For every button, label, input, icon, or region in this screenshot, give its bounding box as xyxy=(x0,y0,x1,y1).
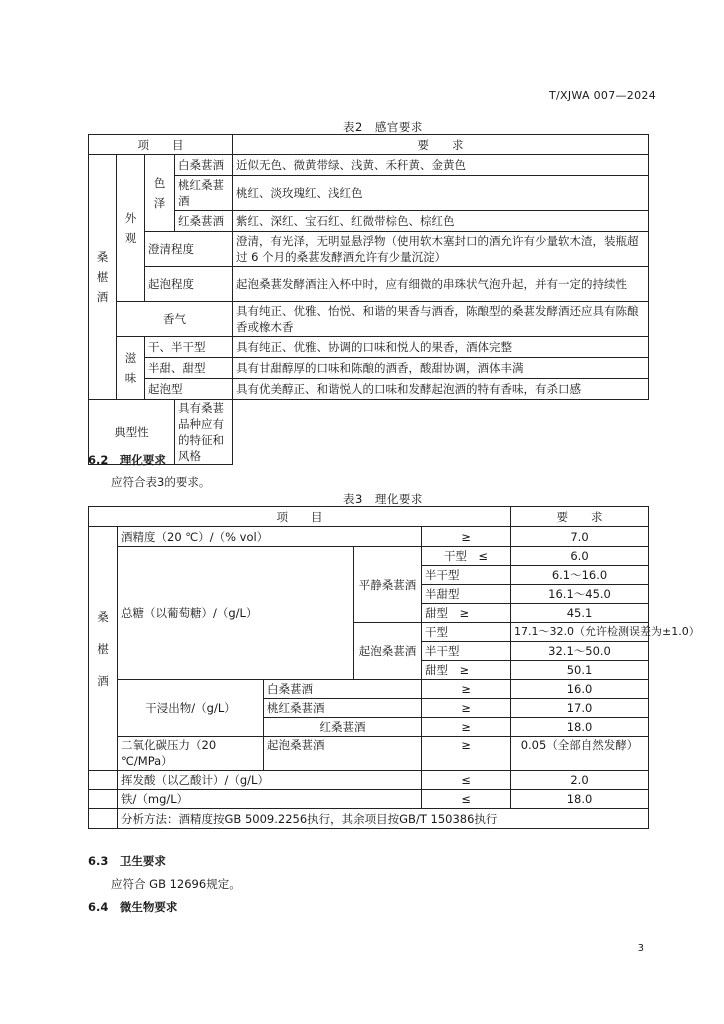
row-label: 红桑葚酒 xyxy=(264,718,422,737)
row-label: 甜型 ≥ xyxy=(422,604,511,623)
row-label: 半甜型 xyxy=(422,585,511,604)
row-value: 18.0 xyxy=(511,790,649,809)
operator: ≥ xyxy=(422,718,511,737)
row-value: 起泡桑葚发酵酒注入杯中时，应有细微的串珠状气泡升起，并有一定的持续性 xyxy=(233,267,649,302)
sensory-requirements-table xyxy=(88,134,649,465)
header-item: 项 目 xyxy=(89,135,233,155)
row-value: 7.0 xyxy=(511,527,649,547)
group-mulberry-wine: 桑 椹 酒 xyxy=(89,527,118,771)
section-6-2-text: 应符合表3的要求。 xyxy=(111,475,211,489)
row-value: 16.1～45.0 xyxy=(511,585,649,604)
header-requirement: 要 求 xyxy=(511,507,649,527)
operator: ≤ xyxy=(422,771,511,790)
row-value: 具有优美醇正、和谐悦人的口味和发酵起泡酒的特有香味，有杀口感 xyxy=(233,379,649,400)
row-label: 铁/（mg/L） xyxy=(118,790,422,809)
row-value: 具有桑葚品种应有的特征和风格 xyxy=(175,400,233,465)
row-label: 二氧化碳压力（20 ℃/MPa） xyxy=(118,737,264,771)
row-label: 酒精度（20 ℃）/（% vol） xyxy=(118,527,422,547)
row-label: 澄清程度 xyxy=(145,232,233,267)
section-6-3-title: 6.3 卫生要求 xyxy=(88,854,166,868)
section-6-4-title: 6.4 微生物要求 xyxy=(88,900,178,914)
table2-caption: 表2 感官要求 xyxy=(343,120,423,134)
row-value: 澄清，有光泽，无明显悬浮物（使用软木塞封口的酒允许有少量软木渣，装瓶超过 6 个月的桑葚发酵酒允许有少量沉淀） xyxy=(233,232,649,267)
row-value: 具有甘甜醇厚的口味和陈酿的酒香，酸甜协调，酒体丰满 xyxy=(233,358,649,379)
page-number: 3 xyxy=(637,943,644,954)
row-value: 0.05（全部自然发酵） xyxy=(511,737,649,771)
row-value: 16.0 xyxy=(511,680,649,699)
row-label: 桃红桑葚酒 xyxy=(175,176,233,211)
row-label: 起泡程度 xyxy=(145,267,233,302)
row-value: 2.0 xyxy=(511,771,649,790)
header-item: 项 目 xyxy=(89,507,511,527)
row-label: 白桑葚酒 xyxy=(264,680,422,699)
row-label: 总糖（以葡萄糖）/（g/L） xyxy=(118,547,354,680)
row-value: 具有纯正、优雅、协调的口味和悦人的果香，酒体完整 xyxy=(233,337,649,358)
sublabel-still: 平静桑葚酒 xyxy=(354,547,422,623)
row-label: 红桑葚酒 xyxy=(175,211,233,232)
row-label: 干、半干型 xyxy=(145,337,233,358)
section-6-2-title: 6.2 理化要求 xyxy=(88,453,166,467)
appearance-label: 外 观 xyxy=(117,155,145,302)
row-label: 半干型 xyxy=(422,566,511,585)
row-value: 具有纯正、优雅、怡悦、和谐的果香与酒香，陈酿型的桑葚发酵酒还应具有陈酿香或橡木香 xyxy=(233,302,649,337)
row-value: 6.0 xyxy=(511,547,649,566)
row-label: 桃红桑葚酒 xyxy=(264,699,422,718)
row-label: 挥发酸（以乙酸计）/（g/L） xyxy=(118,771,422,790)
row-value: 6.1～16.0 xyxy=(511,566,649,585)
row-label: 干型 xyxy=(422,623,511,642)
row-label: 典型性 xyxy=(89,400,175,465)
operator: ≥ xyxy=(422,527,511,547)
row-label: 香气 xyxy=(117,302,233,337)
row-label: 半干型 xyxy=(422,642,511,661)
table3-caption: 表3 理化要求 xyxy=(343,492,423,506)
operator: ≤ xyxy=(422,790,511,809)
row-value: 50.1 xyxy=(511,661,649,680)
row-value: 32.1～50.0 xyxy=(511,642,649,661)
sublabel-sparkling: 起泡桑葚酒 xyxy=(354,623,422,680)
row-label: 甜型 ≥ xyxy=(422,661,511,680)
row-value: 45.1 xyxy=(511,604,649,623)
row-label: 白桑葚酒 xyxy=(175,155,233,176)
row-value: 紫红、深红、宝石红、红微带棕色、棕红色 xyxy=(233,211,649,232)
row-label: 起泡桑葚酒 xyxy=(264,737,422,771)
row-value: 桃红、淡玫瑰红、浅红色 xyxy=(233,176,649,211)
operator: ≥ xyxy=(422,737,511,771)
row-label: 干型 ≤ xyxy=(422,547,511,566)
analysis-method: 分析方法：酒精度按GB 5009.2256执行，其余项目按GB/T 150386执行 xyxy=(118,809,649,829)
taste-label: 滋 味 xyxy=(117,337,145,400)
row-value: 17.1～32.0（允许检测误差为±1.0） xyxy=(511,623,649,642)
row-label: 半甜、甜型 xyxy=(145,358,233,379)
group-mulberry-wine: 桑 椹 酒 xyxy=(89,155,117,400)
physicochemical-table xyxy=(88,506,700,829)
section-6-3-text: 应符合 GB 12696规定。 xyxy=(111,877,241,891)
row-value: 近似无色、微黄带绿、浅黄、禾秆黄、金黄色 xyxy=(233,155,649,176)
row-label: 干浸出物/（g/L） xyxy=(118,680,264,737)
operator: ≥ xyxy=(422,699,511,718)
row-value: 17.0 xyxy=(511,699,649,718)
operator: ≥ xyxy=(422,680,511,699)
color-label: 色 泽 xyxy=(145,155,175,232)
row-label: 起泡型 xyxy=(145,379,233,400)
standard-code: T/XJWA 007—2024 xyxy=(549,89,656,102)
row-value: 18.0 xyxy=(511,718,649,737)
header-requirement: 要 求 xyxy=(233,135,649,155)
